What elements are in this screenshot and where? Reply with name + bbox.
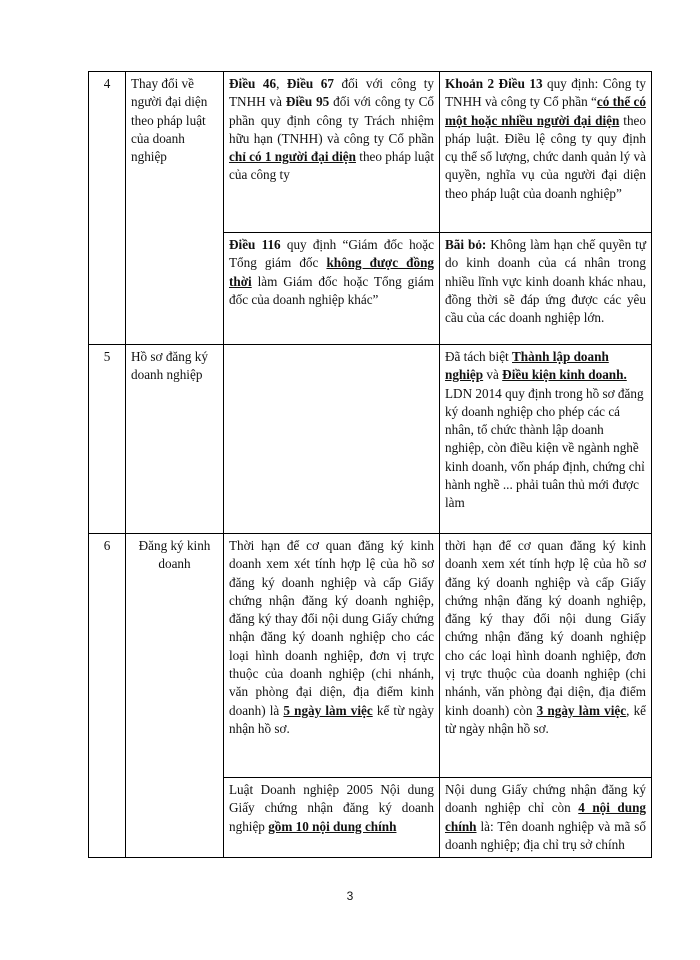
- new-law-cell: Nội dung Giấy chứng nhận đăng ký doanh nghiệp chỉ còn 4 nội dung chính là: Tên doanh nghiệp và mã số doanh nghiệp; địa chỉ trụ sở chính: [440, 778, 652, 858]
- new-law-cell: Bãi bỏ: Không làm hạn chế quyền tự do kinh doanh của cá nhân trong nhiều lĩnh vực kinh doanh khác nhau, đồng thời sẽ đáp ứng được các yêu cầu của các doanh nghiệp lớn.: [440, 233, 652, 345]
- new-law-cell: Đã tách biệt Thành lập doanh nghiệp và Điều kiện kinh doanh. LDN 2014 quy định trong hồ sơ đăng ký doanh nghiệp cho phép các cá nhân, tổ chức thành lập doanh nghiệp, còn điều kiện về ngành nghề kinh doanh, vốn pháp định, chứng chỉ hành nghề ... phải tuân thủ mới được làm: [440, 345, 652, 534]
- old-law-cell: Luật Doanh nghiệp 2005 Nội dung Giấy chứng nhận đăng ký doanh nghiệp gồm 10 nội dung chính: [224, 778, 440, 858]
- table-row: [89, 534, 652, 778]
- old-law-cell-empty: [224, 345, 440, 534]
- table-row: [89, 72, 652, 233]
- new-law-cell: thời hạn để cơ quan đăng ký kinh doanh xem xét tính hợp lệ của hồ sơ đăng ký doanh nghiệp và cấp Giấy chứng nhận đăng ký doanh nghiệp, đăng ký thay đổi nội dung Giấy chứng nhận đăng ký doanh nghiệp cho các loại hình doanh nghiệp, đơn vị trực thuộc của doanh nghiệp (chi nhánh, văn phòng đại diện, địa điểm kinh doanh) còn 3 ngày làm việc, kể từ ngày nhận hồ sơ.: [440, 534, 652, 778]
- comparison-table: [88, 71, 652, 858]
- old-law-cell: Điều 46, Điều 67 đối với công ty TNHH và Điều 95 đối với công ty Cổ phần quy định công ty Trách nhiệm hữu hạn (TNHH) và công ty Cổ phần chỉ có 1 người đại diện theo pháp luật của công ty: [224, 72, 440, 233]
- old-law-cell: Thời hạn để cơ quan đăng ký kinh doanh xem xét tính hợp lệ của hồ sơ đăng ký doanh nghiệp và cấp Giấy chứng nhận đăng ký doanh nghiệp, đăng ký thay đổi nội dung Giấy chứng nhận đăng ký doanh nghiệp cho các loại hình doanh nghiệp, đơn vị trực thuộc của doanh nghiệp (chi nhánh, văn phòng đại diện, địa điểm kinh doanh) là 5 ngày làm việc kể từ ngày nhận hồ sơ.: [224, 534, 440, 778]
- row-number: 6: [89, 534, 126, 858]
- new-law-cell: Khoản 2 Điều 13 quy định: Công ty TNHH và công ty Cổ phần “có thể có một hoặc nhiều người đại diện theo pháp luật. Điều lệ công ty quy định cụ thể số lượng, chức danh quản lý và quyền, nghĩa vụ của người đại diện theo pháp luật của doanh nghiệp”: [440, 72, 652, 233]
- page-number: 3: [346, 889, 354, 903]
- content-label: Thay đổi về người đại diện theo pháp luật của doanh nghiệp: [126, 72, 224, 345]
- row-number: 4: [89, 72, 126, 345]
- content-label: Đăng ký kinh doanh: [126, 534, 224, 858]
- old-law-cell: Điều 116 quy định “Giám đốc hoặc Tổng giám đốc không được đồng thời làm Giám đốc hoặc Tổng giám đốc của doanh nghiệp khác”: [224, 233, 440, 345]
- table-row: [89, 345, 652, 534]
- row-number: 5: [89, 345, 126, 534]
- content-label: Hồ sơ đăng ký doanh nghiệp: [126, 345, 224, 534]
